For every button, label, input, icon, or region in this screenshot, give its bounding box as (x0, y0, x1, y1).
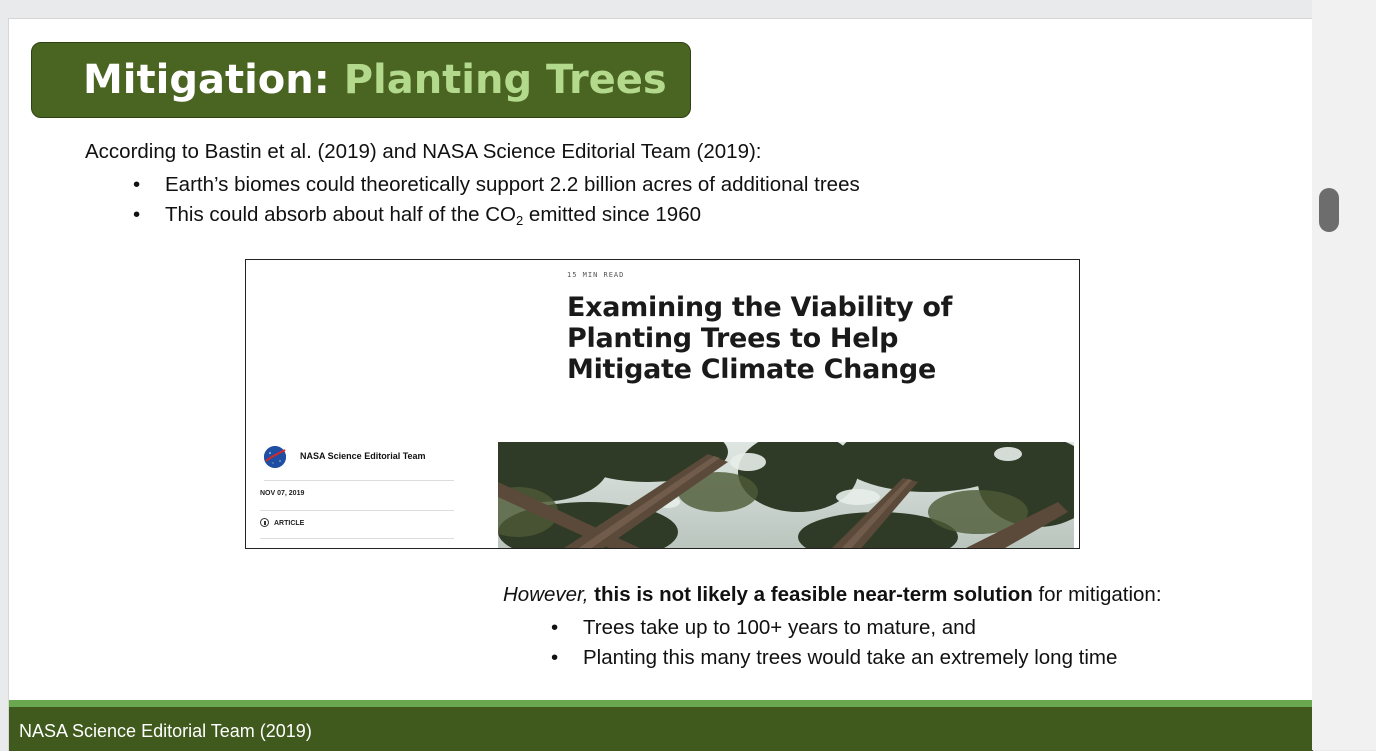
however-rest: for mitigation: (1032, 583, 1162, 606)
bullet-dot: • (551, 646, 559, 669)
article-type: ARTICLE (274, 520, 305, 527)
bullet-text: Planting this many trees would take an extremely long time (583, 646, 1118, 669)
bullet-text: Trees take up to 100+ years to mature, and (583, 616, 976, 639)
title-accent: Planting Trees (343, 57, 667, 103)
forest-canopy-image (498, 442, 1074, 549)
bullet-list-2 (547, 613, 1117, 673)
scrollbar-thumb[interactable] (1319, 188, 1339, 232)
read-time: 15 MIN READ (567, 271, 625, 279)
article-date: NOV 07, 2019 (260, 490, 305, 497)
footer-citation: NASA Science Editorial Team (2019) (19, 721, 312, 741)
bullet-item (547, 643, 1117, 673)
vertical-scrollbar[interactable] (1312, 0, 1376, 750)
author-row (264, 446, 454, 481)
footer-stripe (9, 700, 1313, 707)
article-screenshot (245, 259, 1080, 549)
however-italic: However, (503, 583, 589, 606)
intro-text: According to Bastin et al. (2019) and NASA Science Editorial Team (2019): (85, 140, 762, 163)
type-row (260, 518, 454, 539)
bullet-dot: • (551, 616, 559, 639)
slide (8, 18, 1314, 751)
bullet-dot: • (133, 203, 141, 226)
bullet-subscript: 2 (515, 213, 524, 228)
bullet-text-after: emitted since 1960 (523, 203, 701, 226)
footer-bar (9, 707, 1313, 751)
bullet-text: This could absorb about half of the CO (165, 203, 516, 226)
title-banner (31, 42, 691, 118)
bullet-dot: • (133, 173, 141, 196)
however-text (503, 583, 1162, 607)
slide-title (83, 54, 667, 106)
bullet-list (129, 170, 860, 230)
title-main: Mitigation: (83, 57, 344, 103)
bullet-text: Earth’s biomes could theoretically support 2.2 billion acres of additional trees (165, 173, 860, 196)
however-bold: this is not likely a feasible near-term solution (594, 583, 1033, 606)
bullet-item (129, 170, 860, 200)
article-type-icon (260, 518, 269, 527)
bullet-item (547, 613, 1117, 643)
date-row (260, 490, 454, 511)
nasa-logo-icon (264, 446, 286, 468)
article-title: Examining the Viability of Planting Trees to Help Mitigate Climate Change (567, 292, 953, 385)
bullet-item (129, 200, 860, 230)
author-name: NASA Science Editorial Team (300, 451, 426, 461)
